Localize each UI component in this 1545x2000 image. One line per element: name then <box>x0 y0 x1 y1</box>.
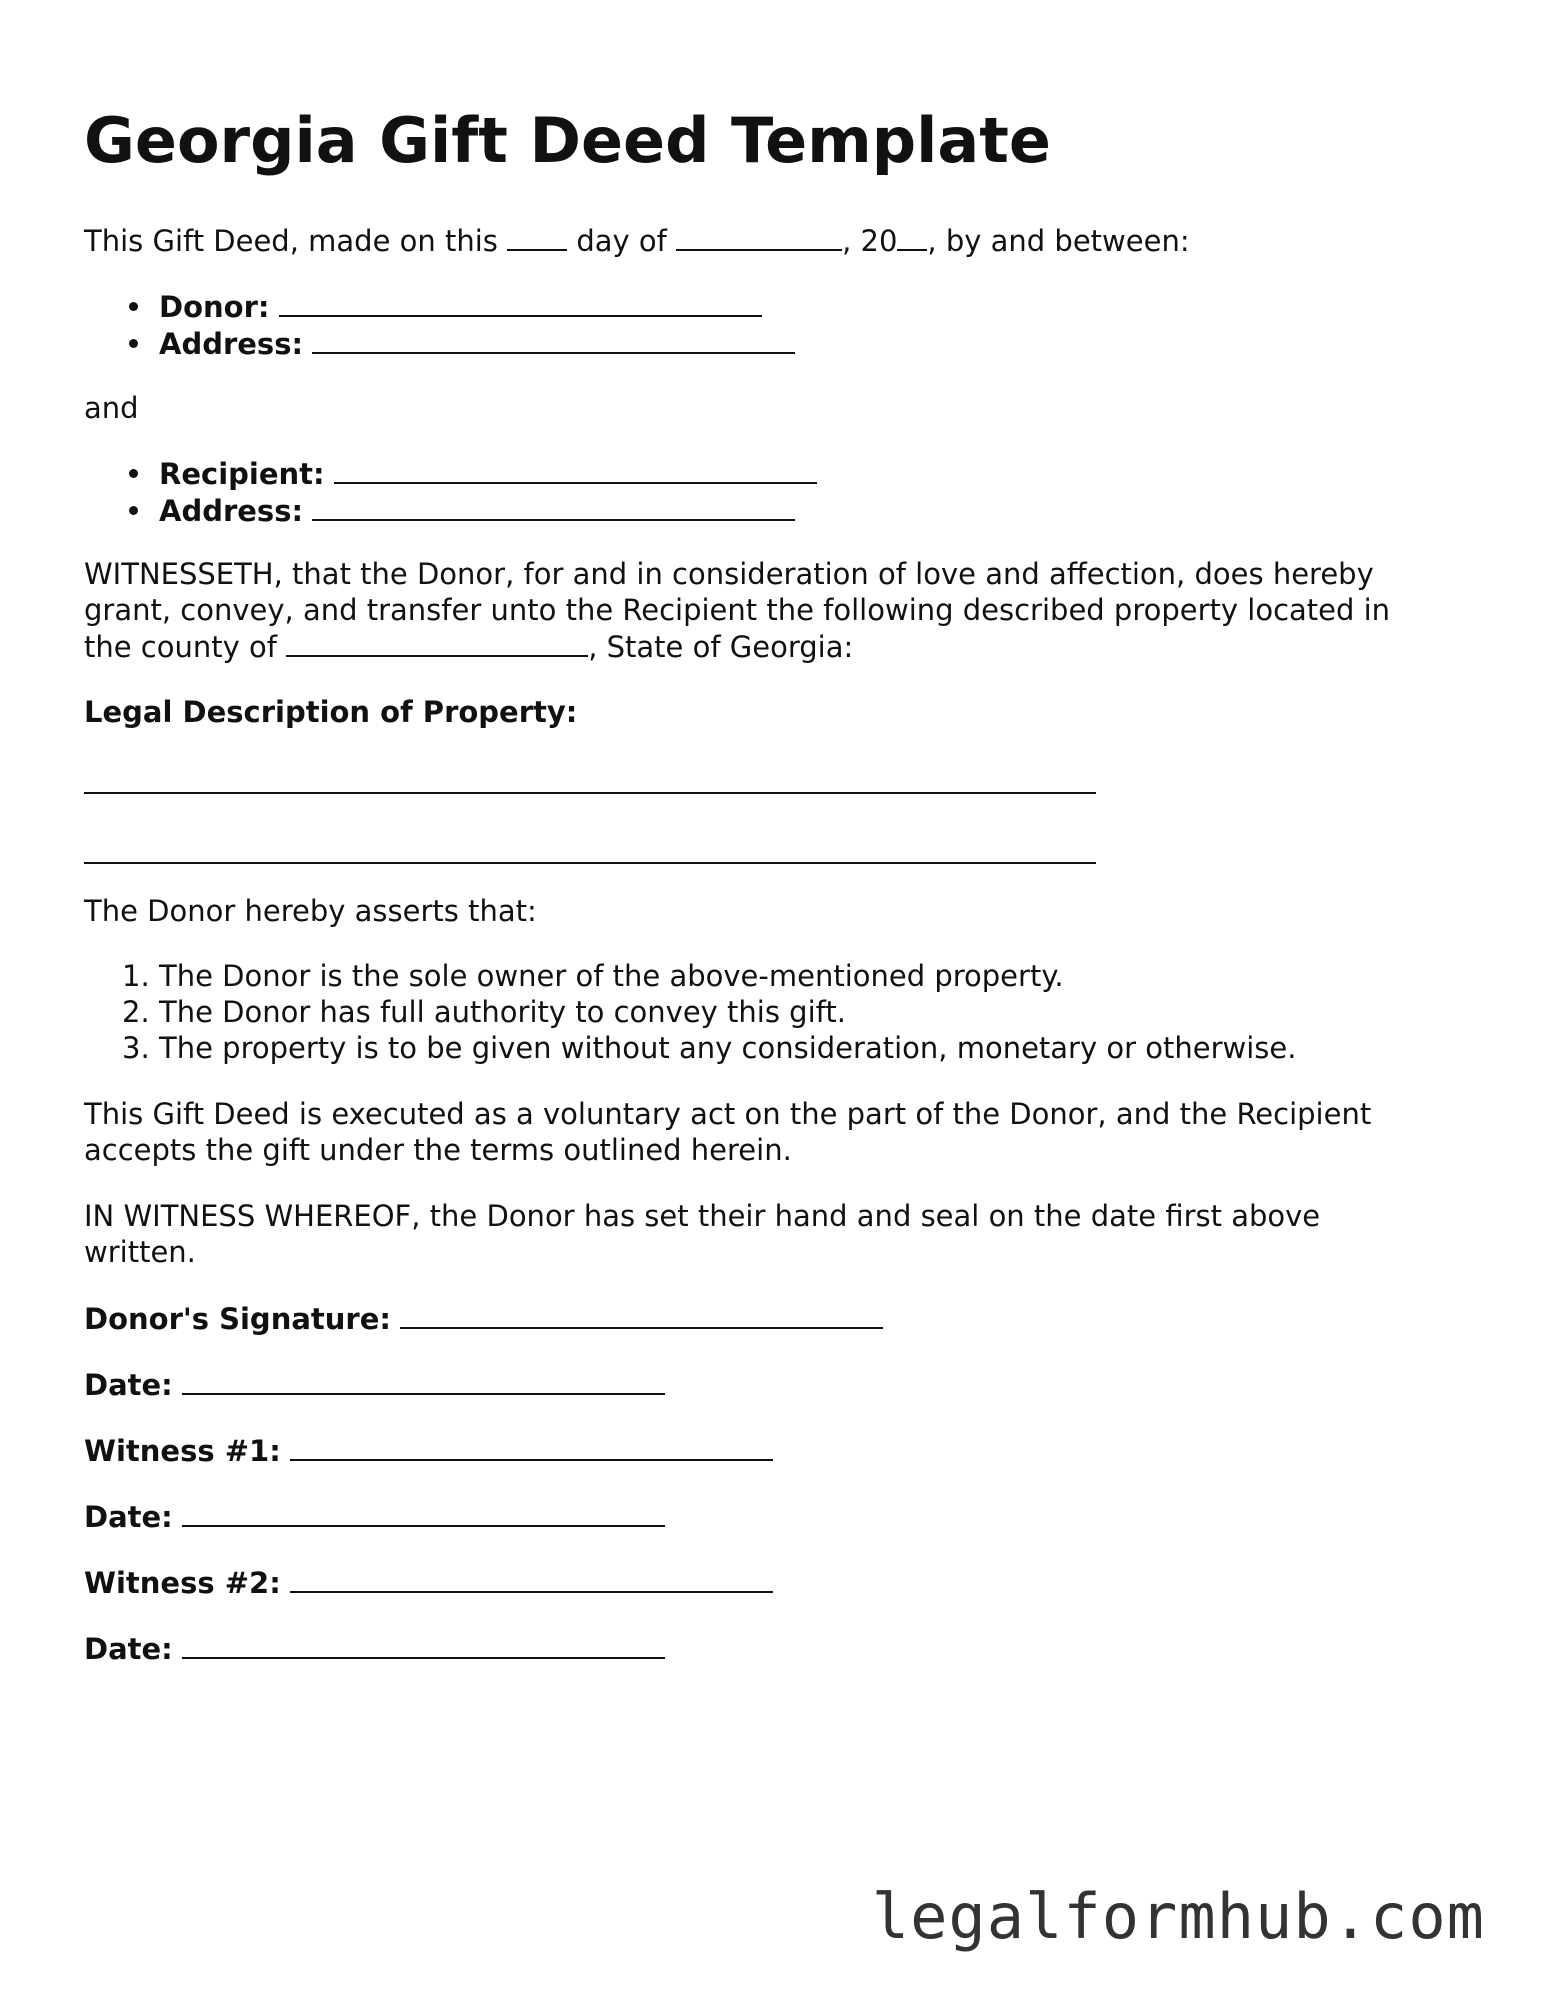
voluntary-line-1: This Gift Deed is executed as a voluntary act on the part of the Donor, and the Recipient <box>84 1097 1372 1131</box>
date-row-1 <box>84 1366 665 1403</box>
witness-2-row <box>84 1564 773 1601</box>
recipient-list <box>84 455 817 529</box>
assertions-list <box>84 958 1296 1066</box>
witness-2-field[interactable] <box>290 1564 773 1593</box>
date-row-2 <box>84 1498 665 1535</box>
date-field-1[interactable] <box>182 1366 665 1395</box>
intro-day-of: day of <box>576 224 667 258</box>
recipient-address-field[interactable] <box>312 492 795 521</box>
legal-description-line-1[interactable] <box>84 792 1096 794</box>
assertion-number: 1. <box>122 959 150 993</box>
witnesseth-paragraph <box>84 556 1390 665</box>
list-item <box>84 1030 1296 1066</box>
intro-prefix: This Gift Deed, made on this <box>84 224 498 258</box>
legal-description-line-2[interactable] <box>84 862 1096 864</box>
witness-2-label: Witness #2: <box>84 1566 281 1600</box>
assertion-number: 3. <box>122 1031 150 1065</box>
in-witness-paragraph <box>84 1198 1320 1270</box>
intro-year: , 20 <box>842 224 898 258</box>
site-watermark: legalformhub.com <box>871 1880 1485 1953</box>
in-witness-line-2: written. <box>84 1235 196 1269</box>
donor-address-field[interactable] <box>312 325 795 354</box>
witnesseth-line-3 <box>84 628 1390 665</box>
asserts-intro: The Donor hereby asserts that: <box>84 894 537 928</box>
donor-list <box>84 288 795 362</box>
county-prefix: the county of <box>84 630 277 664</box>
witness-1-label: Witness #1: <box>84 1434 281 1468</box>
in-witness-line-1: IN WITNESS WHEREOF, the Donor has set their hand and seal on the date first above <box>84 1199 1321 1233</box>
witnesseth-line-2: grant, convey, and transfer unto the Recipient the following described property located in <box>84 593 1391 627</box>
witnesseth-line-1: WITNESSETH, that the Donor, for and in consideration of love and affection, does hereby <box>84 557 1374 591</box>
assertion-number: 2. <box>122 995 150 1029</box>
county-blank[interactable] <box>286 628 588 657</box>
county-suffix: , State of Georgia: <box>588 630 854 664</box>
voluntary-paragraph <box>84 1096 1371 1168</box>
donor-signature-label: Donor's Signature: <box>84 1302 391 1336</box>
date-field-2[interactable] <box>182 1498 665 1527</box>
donor-name-field[interactable] <box>279 288 762 317</box>
donor-address-label: Address: <box>159 327 304 361</box>
witness-1-row <box>84 1432 773 1469</box>
year-blank[interactable] <box>897 222 927 251</box>
donor-signature-row <box>84 1300 883 1337</box>
voluntary-line-2: accepts the gift under the terms outlined herein. <box>84 1133 792 1167</box>
recipient-name-field[interactable] <box>334 455 817 484</box>
list-item <box>84 325 795 362</box>
date-label: Date: <box>84 1500 173 1534</box>
date-label: Date: <box>84 1368 173 1402</box>
donor-signature-field[interactable] <box>400 1300 883 1329</box>
date-field-3[interactable] <box>182 1630 665 1659</box>
witness-1-field[interactable] <box>290 1432 773 1461</box>
assertion-text: The property is to be given without any consideration, monetary or otherwise. <box>159 1031 1297 1065</box>
recipient-label: Recipient: <box>159 457 325 491</box>
legal-description-heading: Legal Description of Property: <box>84 695 578 729</box>
date-label: Date: <box>84 1632 173 1666</box>
intro-paragraph <box>84 222 1190 259</box>
date-row-3 <box>84 1630 665 1667</box>
day-blank[interactable] <box>507 222 567 251</box>
month-blank[interactable] <box>676 222 842 251</box>
list-item <box>84 288 795 325</box>
list-item <box>84 994 1296 1030</box>
intro-suffix: , by and between: <box>927 224 1190 258</box>
donor-label: Donor: <box>159 290 270 324</box>
and-text: and <box>84 391 139 425</box>
list-item <box>84 958 1296 994</box>
recipient-address-label: Address: <box>159 494 304 528</box>
assertion-text: The Donor is the sole owner of the above-mentioned property. <box>159 959 1064 993</box>
list-item <box>84 492 817 529</box>
list-item <box>84 455 817 492</box>
assertion-text: The Donor has full authority to convey this gift. <box>159 995 846 1029</box>
document-title: Georgia Gift Deed Template <box>84 104 1051 177</box>
